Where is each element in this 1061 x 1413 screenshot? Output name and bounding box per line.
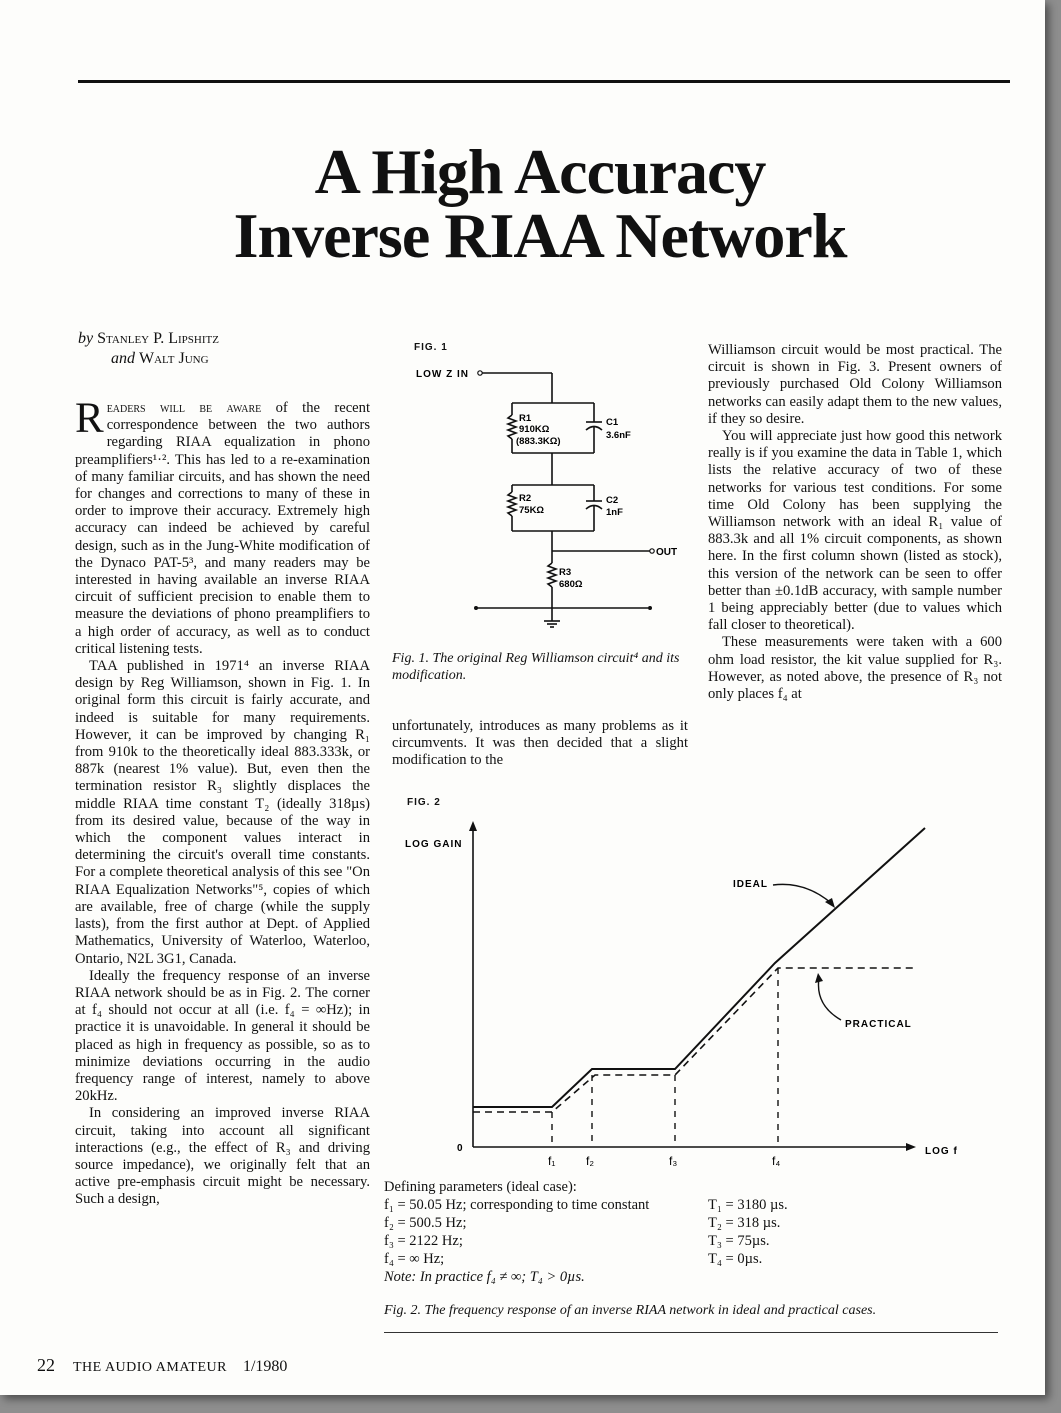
r2-name: R2 [519, 493, 532, 504]
paragraph-3: Ideally the frequency response of an inverse RIAA network should be as in Fig. 2. The corner at f₄ should not occur at all (i.e. f₄ = ∞Hz); in practice it is unavoidable. In general it should be placed as high in frequency as possible, so as to minimize deviations occurring in the audio frequency range of interest, namely to above 20kHz. [75, 967, 370, 1105]
x-axis-label: LOG f [925, 1146, 958, 1157]
param-row-1 [384, 1196, 804, 1214]
c1-value: 3.6nF [606, 430, 631, 441]
origin-label: 0 [457, 1143, 463, 1154]
r3-value: 680Ω [559, 579, 583, 590]
c1-name: C1 [606, 417, 619, 428]
fig1-schematic [400, 355, 700, 635]
fig1-label: FIG. 1 [414, 342, 448, 353]
issue-number: 1/1980 [242, 1358, 288, 1375]
ideal-label: IDEAL [733, 879, 768, 890]
column3-paragraph-3: These measurements were taken with a 600 ohm load resistor, the kit value supplied for R₃. However, as noted above, the presence of R₃ not only places f₄ at [708, 634, 1002, 703]
bottom-rule [384, 1332, 998, 1333]
param-2-time: T₂ = 318 µs. [708, 1215, 781, 1231]
c2-name: C2 [606, 495, 619, 506]
paragraph-1: of the recent correspondence between the two authors regarding RIAA equalization in phono preamplifiers¹·². This has led to a re-examination of many familiar circuits, and has shown the need for changes and corrections to many of these in order to improve their accuracy. Extremely high accuracy can indeed be achieved by careful design, such as in the Jung-White modification of the Dynaco PAT-5³, and many readers may be interested in having available an inverse RIAA circuit of sufficient precision to enable them to measure the deviations of phono preamplifiers to a high order of accuracy, as well as to conduct critical listening tests. [75, 400, 370, 657]
fig2-label: FIG. 2 [407, 797, 441, 808]
params-heading: Defining parameters (ideal case): [384, 1179, 577, 1195]
ideal-pointer [773, 884, 831, 903]
fig1-caption: Fig. 1. The original Reg Williamson circuit⁴ and its modification. [392, 651, 680, 683]
param-3-freq: f₃ = 2122 Hz; [384, 1233, 463, 1249]
param-row-4 [384, 1250, 804, 1268]
r1-value: 910KΩ [519, 424, 550, 435]
byline-joiner: and [111, 350, 135, 367]
practical-pointer [818, 978, 841, 1020]
practical-label: PRACTICAL [845, 1019, 912, 1030]
column-3 [708, 342, 1002, 703]
practical-pointer-arrowhead [815, 973, 823, 983]
column-1 [75, 395, 370, 1209]
r1-name: R1 [519, 413, 532, 424]
param-4-time: T₄ = 0µs. [708, 1251, 763, 1267]
author-1: Stanley P. Lipshitz [97, 330, 219, 347]
param-row-2 [384, 1214, 804, 1232]
article-title-line1: A High Accuracy [314, 136, 766, 207]
author-2: Walt Jung [139, 350, 209, 367]
param-1-freq: f₁ = 50.05 Hz; corresponding to time constant [384, 1197, 650, 1213]
y-axis-arrow [469, 821, 477, 831]
tick-f3: f₃ [669, 1154, 678, 1168]
x-axis-arrow [906, 1143, 916, 1151]
defining-parameters [384, 1178, 804, 1286]
page-footer [37, 1355, 287, 1376]
column-2 [392, 718, 688, 770]
practical-curve [473, 968, 913, 1112]
r3-name: R3 [559, 567, 572, 578]
ideal-curve [473, 828, 925, 1107]
fig2-chart [395, 815, 975, 1170]
paragraph-2: TAA published in 1971⁴ an inverse RIAA design by Reg Williamson, shown in Fig. 1. In original form this circuit is fairly accurate, and indeed is suitable for many requirements. However, it can be improved by changing R₁ from 910k to the theoretically ideal 883.333k, or 887k (nearest 1% value). But, even then the termination resistor R₃ slightly displaces the middle RIAA time constant T₂ (ideally 318µs) from its desired value, because of the way in which the component values interact in determining the circuit's overall time constants. For a complete theoretical analysis of this see "On RIAA Equalization Networks"⁵, copies of which are available, free of charge (while the supply lasts), from the first author at Dept. of Applied Mathematics, University of Waterloo, Waterloo, Ontario, N2L 3G1, Canada. [75, 658, 370, 967]
fig1-output-label: OUT [656, 547, 678, 558]
tick-f4: f₄ [772, 1154, 781, 1168]
column3-paragraph-2: You will appreciate just how good this network really is if you examine the data in Table 1, which lists the relative accuracy of two of these networks for various test conditions. For some time Old Colony has been supplying the Williamson network with an ideal R₁ value of 883.3k and all 1% circuit components, as shown here. In the first column shown (listed as stock), this version of the network can be seen to offer better than ±0.1dB accuracy, with sample number 1 being appreciably better (due to values which fall closer to theoretical). [708, 428, 1002, 634]
top-rule [78, 80, 1010, 83]
lead-in: eaders will be aware [106, 400, 262, 416]
param-1-time: T₁ = 3180 µs. [708, 1197, 788, 1213]
param-row-3 [384, 1232, 804, 1250]
tick-f1: f₁ [548, 1154, 556, 1168]
byline [78, 329, 219, 369]
r2-value: 75KΩ [519, 505, 545, 516]
params-note: Note: In practice f₄ ≠ ∞; T₄ > 0µs. [384, 1269, 585, 1285]
y-axis-label: LOG GAIN [405, 839, 463, 850]
param-3-time: T₃ = 75µs. [708, 1233, 770, 1249]
drop-cap: R [75, 395, 104, 442]
magazine-name: THE AUDIO AMATEUR [73, 1360, 227, 1375]
fig1-input-label: LOW Z IN [416, 369, 469, 380]
paragraph-4: In considering an improved inverse RIAA circuit, taking into account all significant interactions (e.g., the effect of R₃ and driving source impedance), we originally felt that an active pre-emphasis circuit might be necessary. Such a design, [75, 1105, 370, 1208]
tick-f2: f₂ [586, 1154, 594, 1168]
column2-paragraph: unfortunately, introduces as many problems as it circumvents. It was then decided that a slight modification to the [392, 718, 688, 769]
param-4-freq: f₄ = ∞ Hz; [384, 1251, 445, 1267]
c2-value: 1nF [606, 507, 623, 518]
byline-prefix: by [78, 330, 94, 347]
page-number: 22 [37, 1355, 55, 1375]
fig2-caption: Fig. 2. The frequency response of an inverse RIAA network in ideal and practical cases. [384, 1303, 877, 1318]
param-2-freq: f₂ = 500.5 Hz; [384, 1215, 467, 1231]
article-title-line2: Inverse RIAA Network [233, 200, 847, 271]
r1-alt-value: (883.3KΩ) [516, 436, 561, 447]
column3-paragraph-1: Williamson circuit would be most practical. The circuit is shown in Fig. 3. Present owners of previously purchased Old Colony Williamson networks can easily adapt them to the new values, if they so desire. [708, 342, 1002, 427]
